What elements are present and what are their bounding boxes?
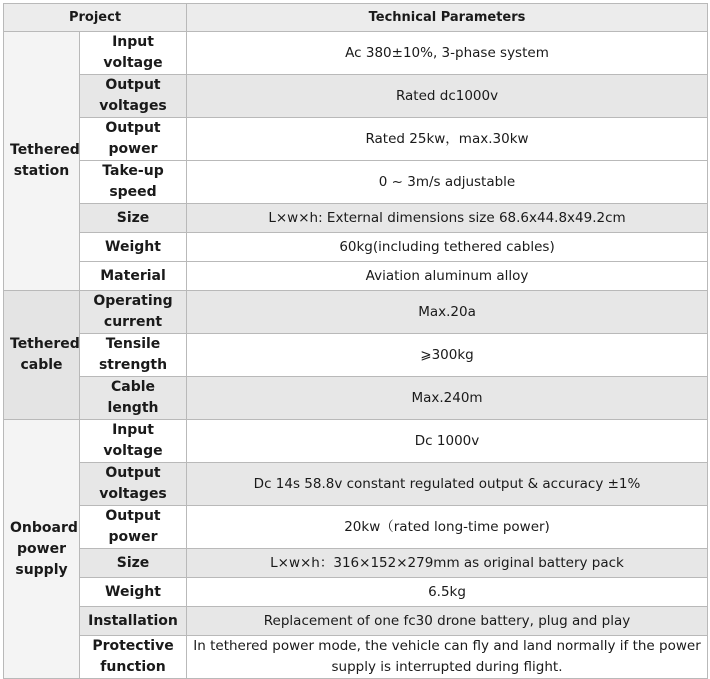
value-input-voltage: Ac 380±10%, 3-phase system	[187, 32, 708, 75]
param-output-power: Output power	[80, 118, 187, 161]
table-row	[4, 377, 708, 420]
table-row	[4, 233, 708, 262]
value-cable-length: Max.240m	[187, 377, 708, 420]
table-row	[4, 32, 708, 75]
value-output-voltages: Rated dc1000v	[187, 75, 708, 118]
param-installation: Installation	[80, 607, 187, 636]
table-row	[4, 506, 708, 549]
value-tensile-strength: ⩾300kg	[187, 334, 708, 377]
table-row	[4, 420, 708, 463]
param-weight: Weight	[80, 233, 187, 262]
param-size: Size	[80, 549, 187, 578]
param-take-up-speed: Take-up speed	[80, 161, 187, 204]
value-weight: 60kg(including tethered cables)	[187, 233, 708, 262]
value-material: Aviation aluminum alloy	[187, 262, 708, 291]
table-row	[4, 75, 708, 118]
param-output-power: Output power	[80, 506, 187, 549]
value-installation: Replacement of one fc30 drone battery, plug and play	[187, 607, 708, 636]
table-row	[4, 334, 708, 377]
param-tensile-strength: Tensile strength	[80, 334, 187, 377]
category-onboard-power-supply: Onboard power supply	[4, 420, 80, 679]
param-output-voltages: Output voltages	[80, 75, 187, 118]
param-cable-length: Cable length	[80, 377, 187, 420]
table-row	[4, 161, 708, 204]
value-protective-function: In tethered power mode, the vehicle can fly and land normally if the power supply is interrupted during flight.	[187, 636, 708, 679]
value-output-power: Rated 25kw，max.30kw	[187, 118, 708, 161]
param-weight: Weight	[80, 578, 187, 607]
value-size: L×w×h：316×152×279mm as original battery pack	[187, 549, 708, 578]
value-output-power: 20kw（rated long-time power)	[187, 506, 708, 549]
header-project: Project	[4, 4, 187, 32]
table-row	[4, 463, 708, 506]
param-material: Material	[80, 262, 187, 291]
param-input-voltage: Input voltage	[80, 32, 187, 75]
category-tethered-cable: Tethered cable	[4, 291, 80, 420]
param-operating-current: Operating current	[80, 291, 187, 334]
param-protective-function: Protective function	[80, 636, 187, 679]
param-input-voltage: Input voltage	[80, 420, 187, 463]
table-row	[4, 549, 708, 578]
spec-table	[3, 3, 708, 679]
value-weight: 6.5kg	[187, 578, 708, 607]
table-row	[4, 578, 708, 607]
table-row	[4, 204, 708, 233]
table-row	[4, 636, 708, 679]
param-size: Size	[80, 204, 187, 233]
header-row	[4, 4, 708, 32]
table-row	[4, 607, 708, 636]
table-row	[4, 262, 708, 291]
value-size: L×w×h: External dimensions size 68.6x44.8x49.2cm	[187, 204, 708, 233]
value-input-voltage: Dc 1000v	[187, 420, 708, 463]
header-parameters: Technical Parameters	[187, 4, 708, 32]
table-row	[4, 291, 708, 334]
value-output-voltages: Dc 14s 58.8v constant regulated output & accuracy ±1%	[187, 463, 708, 506]
value-operating-current: Max.20a	[187, 291, 708, 334]
value-take-up-speed: 0 ~ 3m/s adjustable	[187, 161, 708, 204]
table-row	[4, 118, 708, 161]
category-tethered-station: Tethered station	[4, 32, 80, 291]
param-output-voltages: Output voltages	[80, 463, 187, 506]
